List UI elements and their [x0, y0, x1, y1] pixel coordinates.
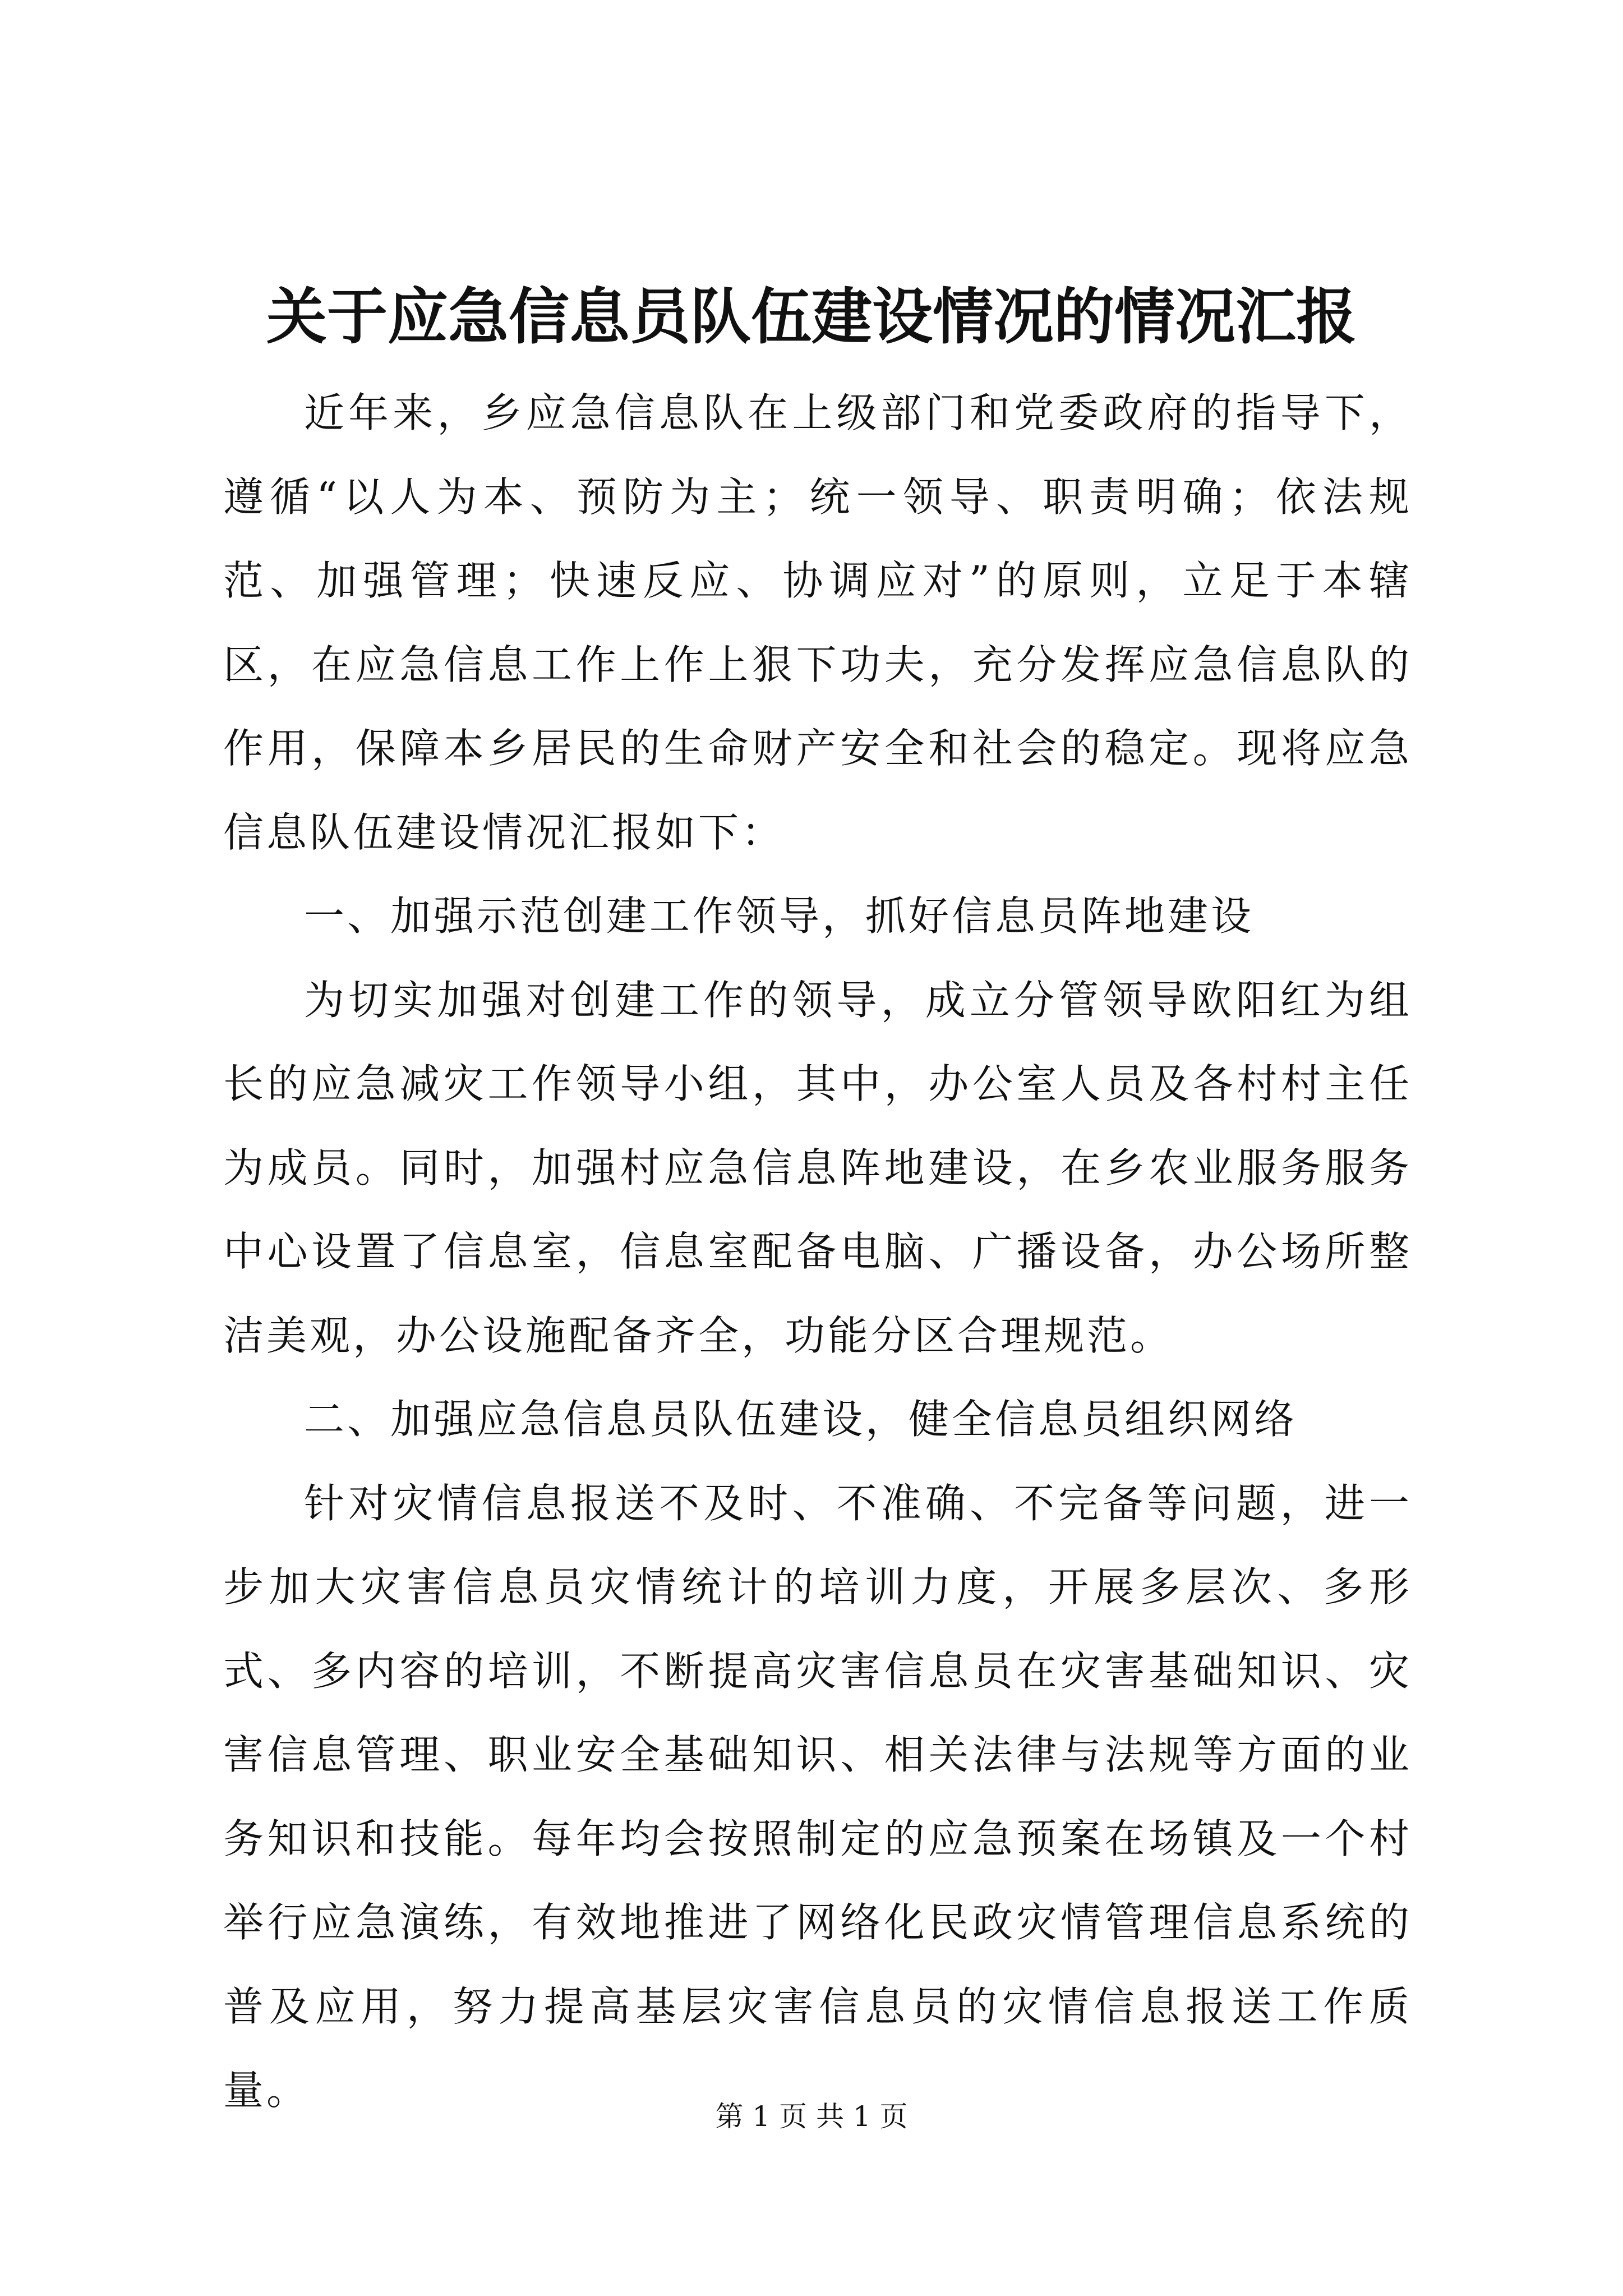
section-heading-1: 一、加强示范创建工作领导，抓好信息员阵地建设 — [304, 892, 1255, 940]
section-2-paragraph: 针对灾情信息报送不及时、不准确、不完备等问题，进一步加大灾害信息员灾情统计的培训力度，开展多层次、多形式、多内容的培训，不断提高灾害信息员在灾害基础知识、灾害信息管理、职业安全基础知识、相关法律与法规等方面的业务知识和技能。每年均会按照制定的应急预案在场镇及一个村举行应急演练，有效地推进了网络化民政灾情管理信息系统的普及应用，努力提高基层灾害信息员的灾情信息报送工作质量。 — [223, 1479, 1412, 2114]
page-number-footer: 第 1 页 共 1 页 — [715, 2100, 908, 2133]
intro-paragraph: 近年来，乡应急信息队在上级部门和党委政府的指导下，遵循“以人为本、预防为主；统一领导、职责明确；依法规范、加强管理；快速反应、协调应对”的原则，立足于本辖区，在应急信息工作上作上狠下功夫，充分发挥应急信息队的作用，保障本乡居民的生命财产安全和社会的稳定。现将应急信息队伍建设情况汇报如下： — [223, 389, 1412, 856]
document-title: 关于应急信息员队伍建设情况的情况汇报 — [266, 282, 1357, 352]
section-heading-2: 二、加强应急信息员队伍建设，健全信息员组织网络 — [304, 1396, 1298, 1443]
section-1-paragraph: 为切实加强对创建工作的领导，成立分管领导欧阳红为组长的应急减灾工作领导小组，其中，办公室人员及各村村主任为成员。同时，加强村应急信息阵地建设，在乡农业服务服务中心设置了信息室，信息室配备电脑、广播设备，办公场所整洁美观，办公设施配备齐全，功能分区合理规范。 — [223, 976, 1412, 1359]
document-body — [223, 371, 1412, 2133]
